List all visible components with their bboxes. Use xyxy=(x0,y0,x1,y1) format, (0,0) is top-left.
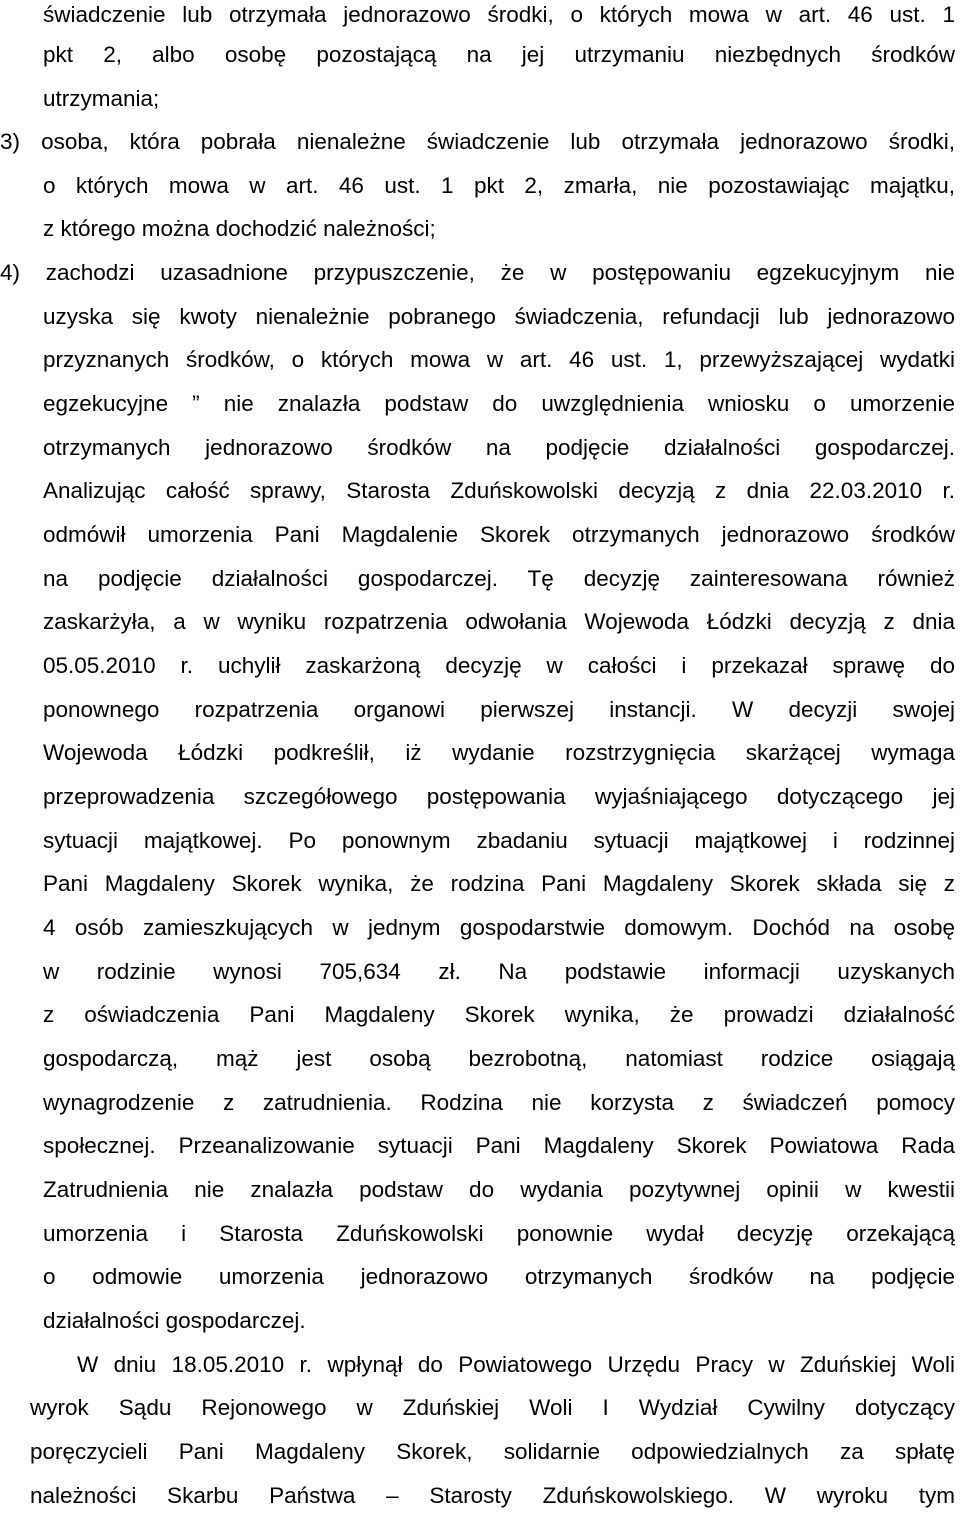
text-line: przyznanych środków, o których mowa w art. 46 ust. 1, przewyższającej wydatki xyxy=(43,347,955,372)
text-line: 4) zachodzi uzasadnione przypuszczenie, że w postępowaniu egzekucyjnym nie xyxy=(0,260,955,285)
text-line: 3) osoba, która pobrała nienależne świadczenie lub otrzymała jednorazowo środki, xyxy=(0,129,955,154)
text-line: Pani Magdaleny Skorek wynika, że rodzina Pani Magdaleny Skorek składa się z xyxy=(43,871,955,896)
text-line: świadczenie lub otrzymała jednorazowo środki, o których mowa w art. 46 ust. 1 xyxy=(43,2,955,27)
text-line: gospodarczą, mąż jest osobą bezrobotną, natomiast rodzice osiągają xyxy=(43,1046,955,1071)
text-line: na podjęcie działalności gospodarczej. Tę decyzję zainteresowana również xyxy=(43,566,955,591)
text-line: umorzenia i Starosta Zduńskowolski ponownie wydał decyzję orzekającą xyxy=(43,1221,955,1246)
text-line: z którego można dochodzić należności; xyxy=(43,216,436,241)
text-line: pkt 2, albo osobę pozostającą na jej utrzymaniu niezbędnych środków xyxy=(43,42,955,67)
text-line: utrzymania; xyxy=(43,86,160,111)
text-line: wynagrodzenie z zatrudnienia. Rodzina nie korzysta z świadczeń pomocy xyxy=(43,1090,955,1115)
text-line: 4 osób zamieszkujących w jednym gospodarstwie domowym. Dochód na osobę xyxy=(43,915,955,940)
text-line: Wojewoda Łódzki podkreślił, iż wydanie rozstrzygnięcia skarżącej wymaga xyxy=(43,740,955,765)
text-line: uzyska się kwoty nienależnie pobranego świadczenia, refundacji lub jednorazowo xyxy=(43,304,955,329)
text-line: o odmowie umorzenia jednorazowo otrzymanych środków na podjęcie xyxy=(43,1264,955,1289)
text-line: sytuacji majątkowej. Po ponownym zbadaniu sytuacji majątkowej i rodzinnej xyxy=(43,828,955,853)
text-line: przeprowadzenia szczegółowego postępowania wyjaśniającego dotyczącego jej xyxy=(43,784,955,809)
text-line: o których mowa w art. 46 ust. 1 pkt 2, zmarła, nie pozostawiając majątku, xyxy=(43,173,955,198)
text-line: poręczycieli Pani Magdaleny Skorek, solidarnie odpowiedzialnych za spłatę xyxy=(30,1439,955,1464)
text-line: społecznej. Przeanalizowanie sytuacji Pani Magdaleny Skorek Powiatowa Rada xyxy=(43,1133,955,1158)
text-line: Analizując całość sprawy, Starosta Zduńskowolski decyzją z dnia 22.03.2010 r. xyxy=(43,478,955,503)
text-line: egzekucyjne ” nie znalazła podstaw do uwzględnienia wniosku o umorzenie xyxy=(43,391,955,416)
text-line: W dniu 18.05.2010 r. wpłynął do Powiatowego Urzędu Pracy w Zduńskiej Woli xyxy=(77,1352,955,1377)
text-line: Zatrudnienia nie znalazła podstaw do wydania pozytywnej opinii w kwestii xyxy=(43,1177,955,1202)
text-line: w rodzinie wynosi 705,634 zł. Na podstawie informacji uzyskanych xyxy=(43,959,955,984)
text-line: z oświadczenia Pani Magdaleny Skorek wynika, że prowadzi działalność xyxy=(43,1002,955,1027)
text-line: ponownego rozpatrzenia organowi pierwszej instancji. W decyzji swojej xyxy=(43,697,955,722)
text-line: zaskarżyła, a w wyniku rozpatrzenia odwołania Wojewoda Łódzki decyzją z dnia xyxy=(43,609,955,634)
text-line: działalności gospodarczej. xyxy=(43,1308,306,1333)
text-line: należności Skarbu Państwa – Starosty Zduńskowolskiego. W wyroku tym xyxy=(30,1483,955,1508)
text-line: wyrok Sądu Rejonowego w Zduńskiej Woli I Wydział Cywilny dotyczący xyxy=(30,1395,955,1420)
text-line: otrzymanych jednorazowo środków na podjęcie działalności gospodarczej. xyxy=(43,435,955,460)
text-line: odmówił umorzenia Pani Magdalenie Skorek otrzymanych jednorazowo środków xyxy=(43,522,955,547)
text-line: 05.05.2010 r. uchylił zaskarżoną decyzję w całości i przekazał sprawę do xyxy=(43,653,955,678)
